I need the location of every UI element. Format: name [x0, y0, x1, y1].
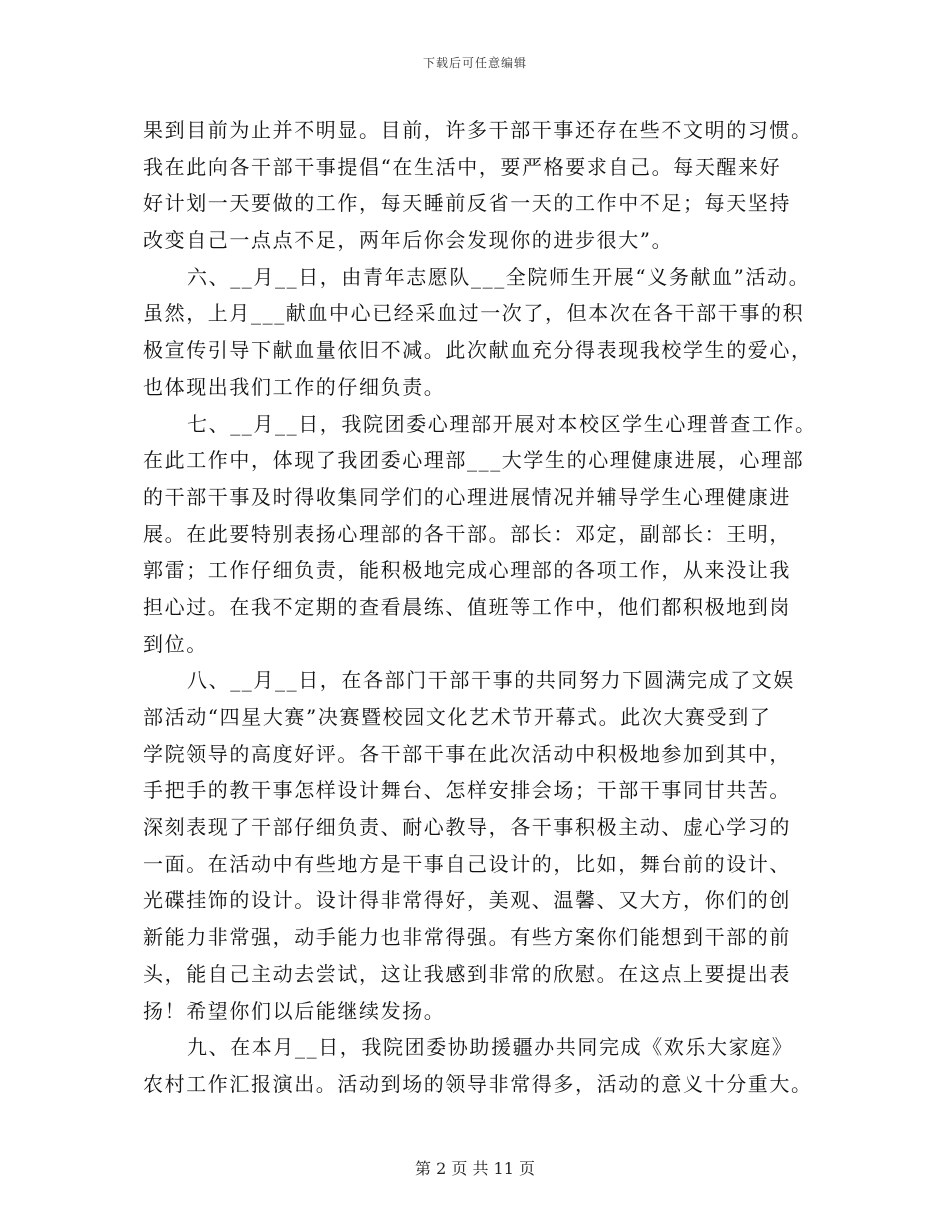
- text-line: 光碟挂饰的设计。设计得非常得好，美观、温馨、又大方，你们的创: [143, 888, 791, 913]
- text-line: 扬！希望你们以后能继续发扬。: [143, 998, 446, 1023]
- document-body: [143, 112, 823, 1103]
- paragraph-start-line: 七、__月__日，我院团委心理部开展对本校区学生心理普查工作。: [187, 411, 817, 436]
- text-line: 头，能自己主动去尝试，这让我感到非常的欣慰。在这点上要提出表: [143, 961, 791, 986]
- text-line: 郭雷；工作仔细负责，能积极地完成心理部的各项工作，从来没让我: [143, 558, 791, 583]
- text-line: 的干部干事及时得收集同学们的心理进展情况并辅导学生心理健康进: [143, 484, 791, 509]
- text-line: 果到目前为止并不明显。目前，许多干部干事还存在些不文明的习惯。: [143, 118, 813, 142]
- text-line: 部活动“四星大赛”决赛暨校园文化艺术节开幕式。此次大赛受到了: [143, 705, 772, 729]
- text-line: 担心过。在我不定期的查看晨练、值班等工作中，他们都积极地到岗: [143, 594, 791, 619]
- text-line: 好计划一天要做的工作，每天睡前反省一天的工作中不足；每天坚持: [143, 191, 791, 216]
- page-number: 第 2 页 共 11 页: [415, 1159, 535, 1178]
- text-line: 改变自己一点点不足，两年后你会发现你的进步很大”。: [143, 228, 674, 253]
- text-line: 极宣传引导下献血量依旧不减。此次献血充分得表现我校学生的爱心，: [143, 338, 813, 363]
- text-line: 虽然，上月___献血中心已经采血过一次了，但本次在各干部干事的积: [143, 301, 805, 326]
- text-line: 展。在此要特别表扬心理部的各干部。部长：邓定，副部长：王明，: [143, 521, 791, 546]
- paragraph-start-line: 九、在本月__日，我院团委协助援疆办共同完成《欢乐大家庭》: [187, 1035, 794, 1060]
- text-line: 一面。在活动中有些地方是干事自己设计的，比如，舞台前的设计、: [143, 851, 791, 876]
- text-line: 在此工作中，体现了我团委心理部___大学生的心理健康进展，心理部: [143, 448, 805, 473]
- text-line: 农村工作汇报演出。活动到场的领导非常得多，活动的意义十分重大。: [143, 1071, 813, 1096]
- paragraph-start-line: 六、__月__日，由青年志愿队___全院师生开展“义务献血”活动。: [187, 264, 811, 289]
- text-line: 深刻表现了干部仔细负责、耐心教导，各干事积极主动、虚心学习的: [143, 815, 791, 840]
- text-line: 手把手的教干事怎样设计舞台、怎样安排会场；干部干事同甘共苦。: [143, 778, 791, 803]
- text-line: 我在此向各干部干事提倡“在生活中，要严格要求自己。每天醒来好: [143, 154, 782, 179]
- header-note: 下载后可任意编辑: [422, 56, 527, 70]
- text-line: 学院领导的高度好评。各干部干事在此次活动中积极地参加到其中，: [143, 741, 791, 766]
- text-line: 新能力非常强，动手能力也非常得强。有些方案你们能想到干部的前: [143, 925, 791, 950]
- paragraph-start-line: 八、__月__日，在各部门干部干事的共同努力下圆满完成了文娱: [187, 668, 795, 693]
- text-line: 到位。: [143, 631, 208, 656]
- text-line: 也体现出我们工作的仔细负责。: [143, 374, 446, 399]
